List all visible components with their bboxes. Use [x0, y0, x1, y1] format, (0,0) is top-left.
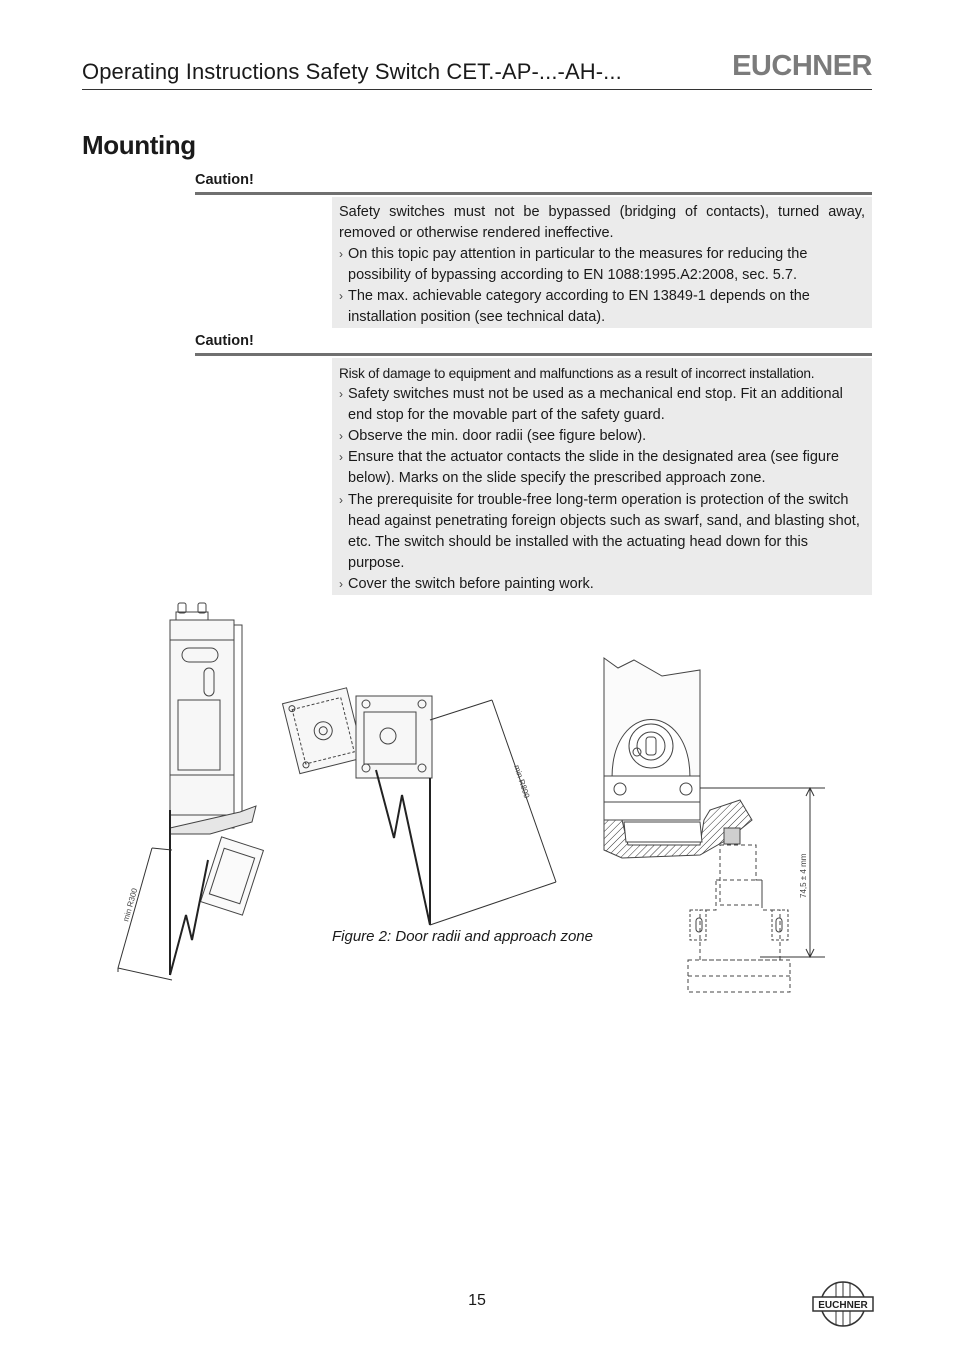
caution-1-item: › On this topic pay attention in particular to the measures for reducing the possibility of bypassing according to EN 1088:1995.A2:2008, sec. 5.7. — [339, 244, 865, 286]
caution-1-list — [339, 244, 865, 328]
switch-side-view-drawing — [118, 603, 263, 980]
caution-2-item: › Ensure that the actuator contacts the slide in the designated area (see figure below). Marks on the slide specify the prescribed approach zone. — [339, 447, 865, 489]
caution-box-2 — [332, 358, 872, 595]
label-min-r300: min R300 — [121, 887, 140, 923]
caution-2-intro: Risk of damage to equipment and malfunctions as a result of incorrect installation. — [339, 366, 815, 381]
switch-top-view-drawing — [282, 688, 556, 925]
page-header — [82, 50, 872, 90]
caution-1-intro: Safety switches must not be bypassed (bridging of contacts), turned away, removed or otherwise rendered ineffective. — [339, 204, 865, 242]
euchner-emblem-icon — [812, 1280, 874, 1328]
caution-rule-2 — [195, 353, 872, 356]
figure-caption: Figure 2: Door radii and approach zone — [332, 928, 593, 945]
approach-zone-drawing — [604, 658, 825, 992]
caution-2-item: › Safety switches must not be used as a mechanical end stop. Fit an additional end stop for the movable part of the safety guard. — [339, 384, 865, 426]
caution-box-1 — [332, 197, 872, 328]
caution-label-2: Caution! — [195, 333, 254, 349]
page-number: 15 — [468, 1292, 486, 1309]
footer-logo-text: EUCHNER — [818, 1300, 868, 1311]
label-min-r800: min R800 — [512, 763, 532, 800]
caution-1-item: › The max. achievable category according to EN 13849-1 depends on the installation position (see technical data). — [339, 286, 865, 328]
caution-label-1: Caution! — [195, 172, 254, 188]
caution-2-item: › Cover the switch before painting work. — [339, 574, 865, 595]
caution-rule-1 — [195, 192, 872, 195]
caution-2-list — [339, 384, 865, 595]
caution-2-item: › The prerequisite for trouble-free long-term operation is protection of the switch head against penetrating foreign objects such as swarf, sand, and blasting shot, etc. The switch should be installed with the actuating head down for this purpose. — [339, 490, 865, 574]
euchner-logo: EUCHNER — [732, 50, 872, 82]
section-title: Mounting — [82, 130, 196, 160]
label-dimension: 74,5 ± 4 mm — [799, 853, 808, 898]
caution-2-item: › Observe the min. door radii (see figure below). — [339, 426, 865, 447]
header-title: Operating Instructions Safety Switch CET.-AP-...-AH-... — [82, 59, 622, 84]
